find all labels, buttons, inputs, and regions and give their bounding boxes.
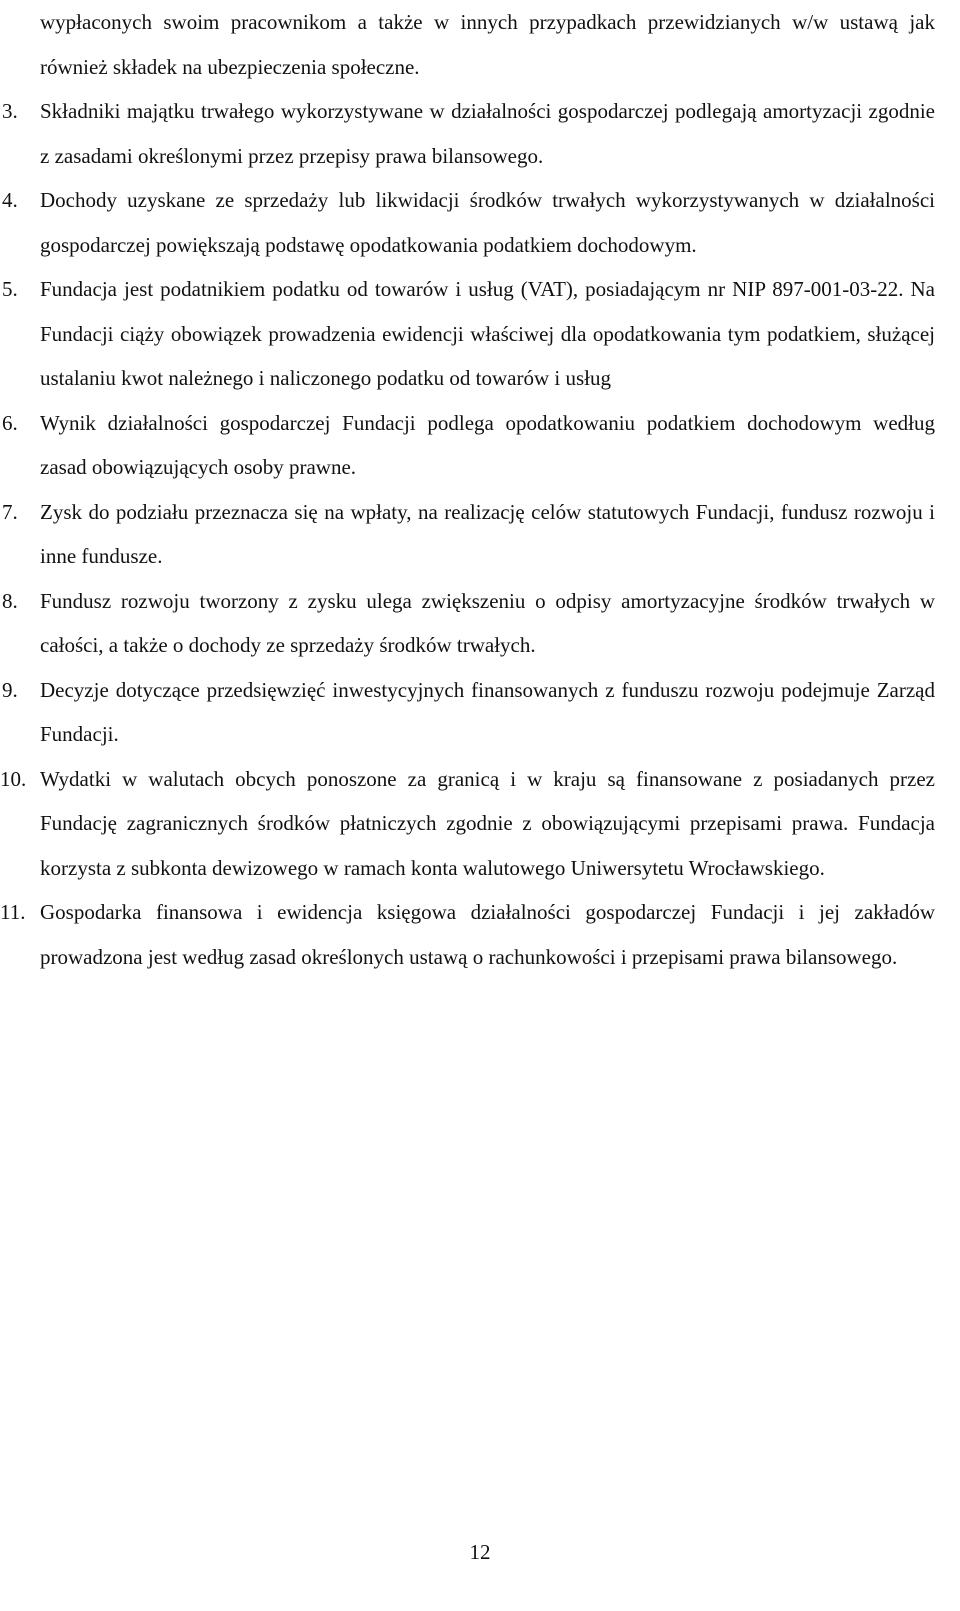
list-item-9 xyxy=(2,668,935,757)
intro-paragraph: wypłaconych swoim pracownikom a także w innych przypadkach przewidzianych w/w ustawą jak również składek na ubezpieczenia społeczne. xyxy=(40,10,935,79)
list-item-number: 7. xyxy=(2,499,18,524)
list-item-number: 8. xyxy=(2,588,18,613)
list-item-number: 4. xyxy=(2,188,18,212)
list-item-8 xyxy=(2,579,935,668)
list-item-number: 10. xyxy=(0,766,27,791)
list-item-number: 6. xyxy=(2,410,18,435)
list-item-6 xyxy=(2,401,935,490)
list-item-number: 3. xyxy=(2,99,18,123)
list-item-7 xyxy=(2,490,935,579)
list-item-3 xyxy=(2,89,935,178)
list-item-number: 5. xyxy=(2,277,18,301)
list-item-11 xyxy=(0,890,935,979)
list-item-text: Fundusz rozwoju tworzony z zysku ulega zwiększeniu o odpisy amortyzacyjne środków trwałych w całości, a także o dochody ze sprzedaży środków trwałych. xyxy=(40,588,935,657)
list-item-4 xyxy=(2,178,935,267)
page-number: 12 xyxy=(469,1540,491,1564)
list-item-number: 11. xyxy=(0,900,26,924)
list-item-text: Gospodarka finansowa i ewidencja księgowa działalności gospodarczej Fundacji i jej zakładów prowadzona jest według zasad określonych ustawą o rachunkowości i przepisami prawa bilansowego. xyxy=(40,900,935,969)
list-item-text: Składniki majątku trwałego wykorzystywane w działalności gospodarczej podlegają amortyzacji zgodnie z zasadami określonymi przez przepisy prawa bilansowego. xyxy=(40,99,935,168)
list-item-text: Decyzje dotyczące przedsięwzięć inwestycyjnych finansowanych z funduszu rozwoju podejmuje Zarząd Fundacji. xyxy=(40,677,935,746)
list-item-text: Dochody uzyskane ze sprzedaży lub likwidacji środków trwałych wykorzystywanych w działalności gospodarczej powiększają podstawę opodatkowania podatkiem dochodowym. xyxy=(40,188,935,257)
list-item-text: Wydatki w walutach obcych ponoszone za granicą i w kraju są finansowane z posiadanych przez Fundację zagranicznych środków płatniczych zgodnie z obowiązującymi przepisami prawa. Fundacja korzysta z subkonta dewizowego w ramach konta walutowego Uniwersytetu Wrocławskiego. xyxy=(40,766,935,880)
list-item-text: Zysk do podziału przeznacza się na wpłaty, na realizację celów statutowych Fundacji, fundusz rozwoju i inne fundusze. xyxy=(40,499,935,568)
list-item-10 xyxy=(0,757,935,891)
list-item-text: Fundacja jest podatnikiem podatku od towarów i usług (VAT), posiadającym nr NIP 897-001-03-22. Na Fundacji ciąży obowiązek prowadzenia ewidencji właściwej dla opodatkowania tym podatkiem, służącej ustalaniu kwot należnego i naliczonego podatku od towarów i usług xyxy=(40,277,935,390)
list-item-text: Wynik działalności gospodarczej Fundacji podlega opodatkowaniu podatkiem dochodowym według zasad obowiązujących osoby prawne. xyxy=(40,410,935,479)
list-item-number: 9. xyxy=(2,677,18,702)
list-item-5 xyxy=(2,267,935,401)
